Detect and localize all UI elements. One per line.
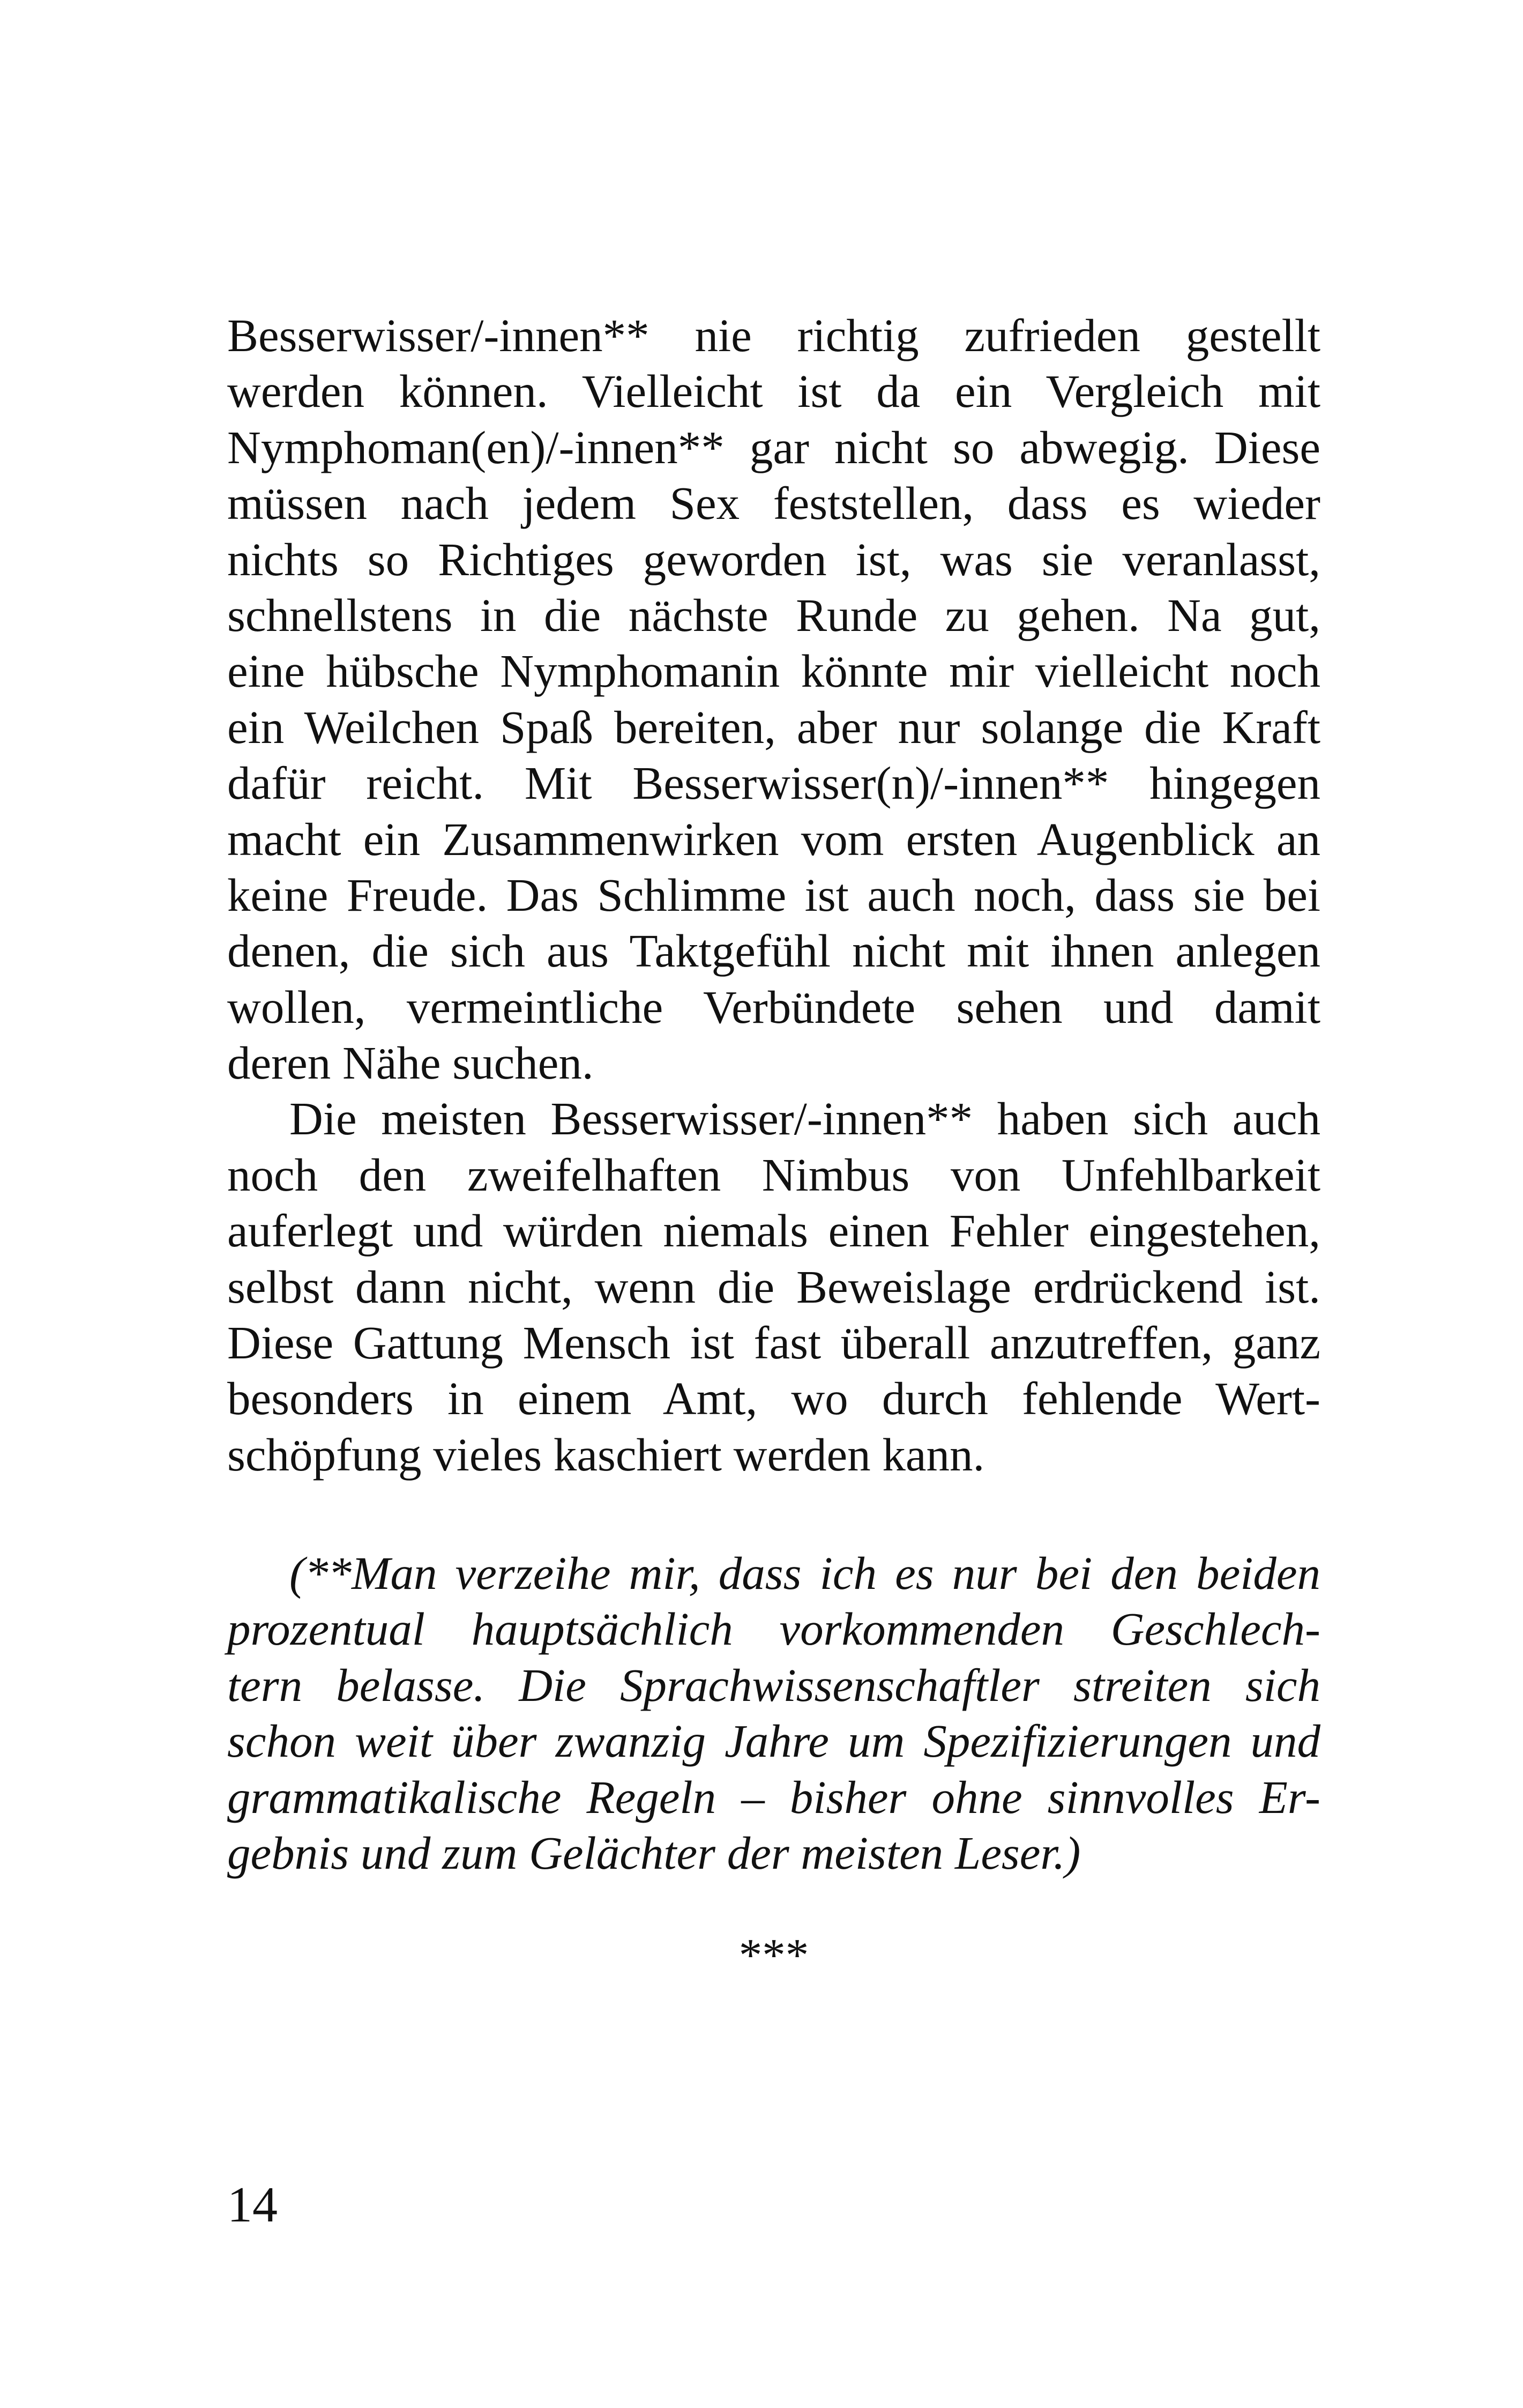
text-line: deren Nähe suchen.: [227, 1037, 594, 1089]
footnote-line: prozentual hauptsächlich vorkommenden Geschlech-: [227, 1603, 1320, 1655]
text-line: Besserwisser/-innen** nie richtig zufrieden gestellt: [227, 309, 1320, 361]
text-line: wollen, vermeintliche Verbündete sehen und damit: [227, 980, 1320, 1033]
text-line: ein Weilchen Spaß bereiten, aber nur solange die Kraft: [227, 701, 1320, 753]
text-line: eine hübsche Nymphomanin könnte mir vielleicht noch: [227, 645, 1320, 697]
footnote-line: grammatikalische Regeln – bisher ohne sinnvolles Er-: [227, 1771, 1320, 1823]
text-line: schöpfung vieles kaschiert werden kann.: [227, 1428, 985, 1481]
text-line: macht ein Zusammenwirken vom ersten Augenblick an: [227, 813, 1320, 865]
text-line: werden können. Vielleicht ist da ein Vergleich mit: [227, 365, 1320, 418]
text-line: Diese Gattung Mensch ist fast überall anzutreffen, ganz: [227, 1317, 1320, 1369]
text-line: Nymphoman(en)/-innen** gar nicht so abwegig. Diese: [227, 421, 1320, 473]
footnote: [227, 1545, 1320, 1881]
footnote-line: gebnis und zum Gelächter der meisten Leser.): [227, 1826, 1081, 1879]
text-line: schnellstens in die nächste Runde zu gehen. Na gut,: [227, 589, 1320, 641]
text-line: keine Freude. Das Schlimme ist auch noch, dass sie bei: [227, 868, 1320, 921]
footnote-line: tern belasse. Die Sprachwissenschaftler streiten sich: [227, 1659, 1320, 1711]
text-line: nichts so Richtiges geworden ist, was sie veranlasst,: [227, 533, 1320, 585]
text-line: auferlegt und würden niemals einen Fehler eingestehen,: [227, 1205, 1320, 1257]
text-line: besonders in einem Amt, wo durch fehlende Wert-: [227, 1372, 1320, 1425]
text-line: dafür reicht. Mit Besserwisser(n)/-innen** hingegen: [227, 757, 1320, 809]
footnote-line: schon weit über zwanzig Jahre um Spezifizierungen und: [227, 1715, 1320, 1767]
paragraph-first-line: Die meisten Besserwisser/-innen** haben sich auch: [289, 1092, 1320, 1145]
section-separator: ***: [738, 1929, 809, 1981]
text-line: noch den zweifelhaften Nimbus von Unfehlbarkeit: [227, 1148, 1320, 1201]
footnote-line: (**Man verzeihe mir, dass ich es nur bei den beiden: [289, 1547, 1320, 1599]
page-number: 14: [227, 2177, 278, 2233]
text-line: müssen nach jedem Sex feststellen, dass es wieder: [227, 477, 1320, 530]
text-line: selbst dann nicht, wenn die Beweislage erdrückend ist.: [227, 1260, 1320, 1313]
body-text: [227, 308, 1320, 1483]
text-line: denen, die sich aus Taktgefühl nicht mit ihnen anlegen: [227, 925, 1320, 977]
